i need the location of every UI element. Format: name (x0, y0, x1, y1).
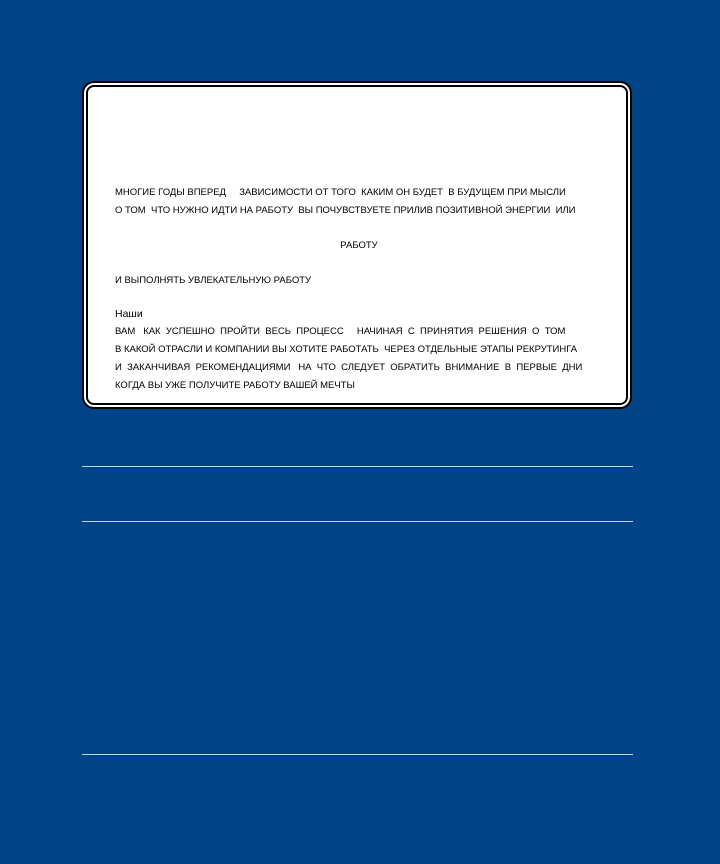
paragraph-3-line-3: И ЗАКАНЧИВАЯ РЕКОМЕНДАЦИЯМИ НА ЧТО СЛЕДУЕТ ОБРАТИТЬ ВНИМАНИЕ В ПЕРВЫЕ ДНИ (115, 362, 583, 373)
centered-word: РАБОТУ (340, 240, 378, 251)
divider-line-3 (82, 754, 633, 755)
paragraph-1-line-1: МНОГИЕ ГОДЫ ВПЕРЕД ЗАВИСИМОСТИ ОТ ТОГО КАКИМ ОН БУДЕТ В БУДУЩЕМ ПРИ МЫСЛИ (115, 187, 566, 198)
paragraph-3-line-1: ВАМ КАК УСПЕШНО ПРОЙТИ ВЕСЬ ПРОЦЕСС НАЧИНАЯ С ПРИНЯТИЯ РЕШЕНИЯ О ТОМ (115, 326, 566, 337)
paragraph-1-line-2: О ТОМ ЧТО НУЖНО ИДТИ НА РАБОТУ ВЫ ПОЧУВСТВУЕТЕ ПРИЛИВ ПОЗИТИВНОЙ ЭНЕРГИИ ИЛИ (115, 205, 576, 216)
text-card (82, 81, 632, 409)
paragraph-2: И ВЫПОЛНЯТЬ УВЛЕКАТЕЛЬНУЮ РАБОТУ (115, 275, 312, 286)
paragraph-3-line-2: В КАКОЙ ОТРАСЛИ И КОМПАНИИ ВЫ ХОТИТЕ РАБОТАТЬ ЧЕРЕЗ ОТДЕЛЬНЫЕ ЭТАПЫ РЕКРУТИНГА (115, 344, 578, 355)
section-heading: Наши (115, 308, 143, 320)
divider-line-2 (82, 521, 633, 522)
divider-line-1 (82, 466, 633, 467)
paragraph-3-line-4: КОГДА ВЫ УЖЕ ПОЛУЧИТЕ РАБОТУ ВАШЕЙ МЕЧТЫ (115, 380, 355, 391)
